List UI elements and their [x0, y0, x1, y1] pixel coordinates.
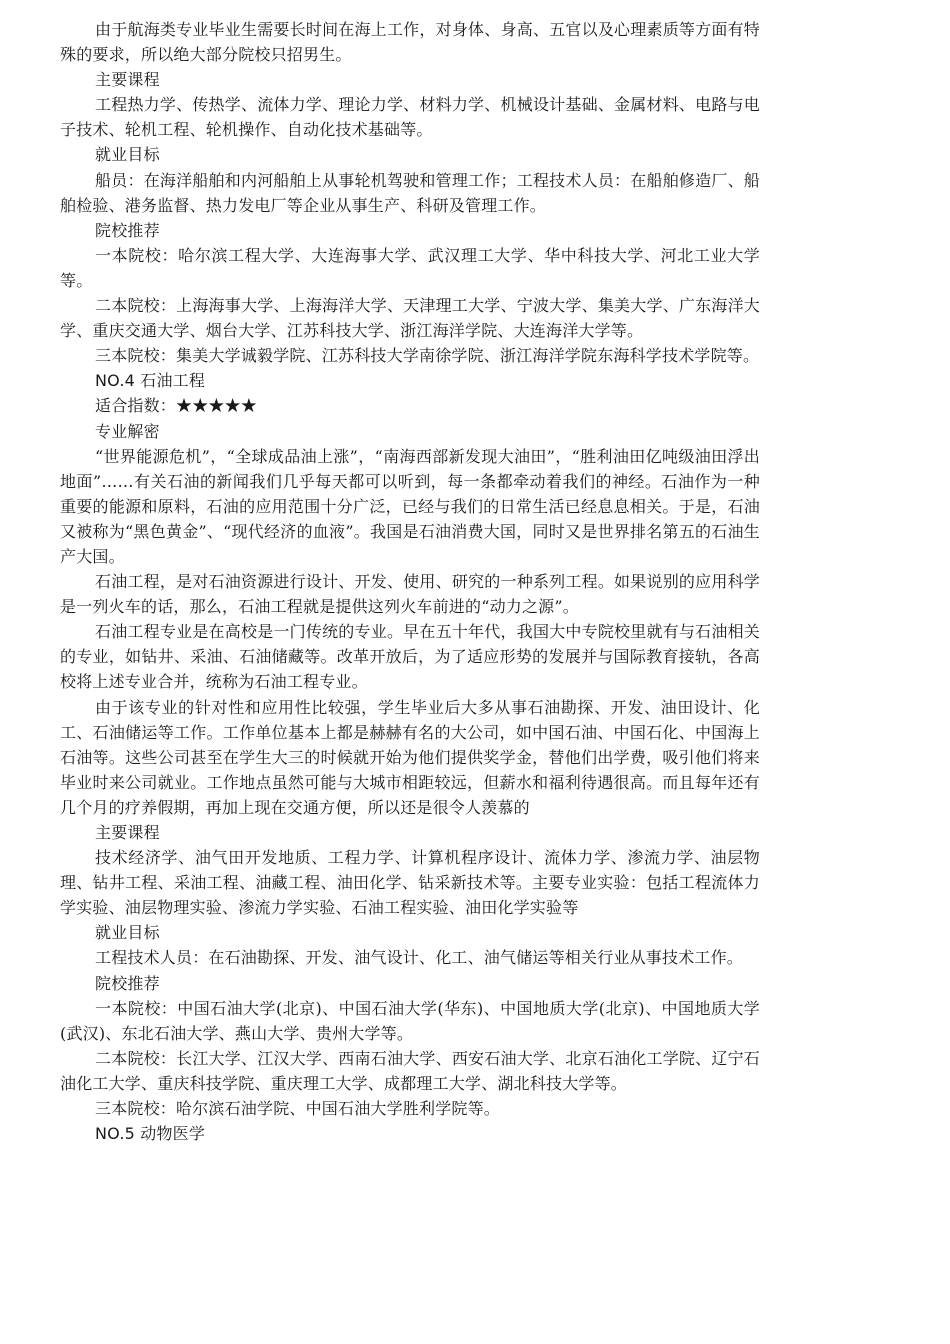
section-number: NO.4 [95, 371, 135, 391]
paragraph-employment: 船员：在海洋船舶和内河船舶上从事轮机驾驶和管理工作；工程技术人员：在船舶修造厂、船舶检验、港务监督、热力发电厂等企业从事生产、科研及管理工作。 [60, 170, 760, 215]
paragraph-tier1-schools: 一本院校：哈尔滨工程大学、大连海事大学、武汉理工大学、华中科技大学、河北工业大学等。 [60, 245, 760, 290]
fit-index-stars: ★★★★★ [176, 396, 258, 416]
paragraph-tier1-schools-2: 一本院校：中国石油大学(北京)、中国石油大学(华东)、中国地质大学(北京)、中国地质大学(武汉)、东北石油大学、燕山大学、贵州大学等。 [60, 998, 760, 1043]
paragraph-analysis-4: 由于该专业的针对性和应用性比较强，学生毕业后大多从事石油勘探、开发、油田设计、化工、石油储运等工作。工作单位基本上都是赫赫有名的大公司，如中国石油、中国石化、中国海上石油等。这些公司甚至在学生大三的时候就开始为他们提供奖学金，替他们出学费，吸引他们将来毕业时来公司就业。工作地点虽然可能与大城市相距较远，但薪水和福利待遇很高。而且每年还有几个月的疗养假期，再加上现在交通方便，所以还是很令人羡慕的 [60, 697, 760, 817]
heading-school-recommendation-2: 院校推荐 [95, 973, 160, 993]
section-heading-no4 [60, 368, 760, 393]
paragraph-analysis-2: 石油工程，是对石油资源进行设计、开发、使用、研究的一种系列工程。如果说别的应用科学是一列火车的话，那么，石油工程就是提供这列火车前进的“动力之源”。 [60, 572, 760, 617]
paragraph-intro: 由于航海类专业毕业生需要长时间在海上工作，对身体、身高、五官以及心理素质等方面有特殊的要求，所以绝大部分院校只招男生。 [60, 20, 760, 65]
heading-employment-2: 就业目标 [95, 923, 160, 943]
paragraph-tier3-schools-2: 三本院校：哈尔滨石油学院、中国石油大学胜利学院等。 [95, 1099, 501, 1119]
section-title: 动物医学 [140, 1124, 206, 1144]
heading-employment: 就业目标 [95, 145, 160, 165]
section-number: NO.5 [95, 1124, 135, 1144]
paragraph-tier3-schools: 三本院校：集美大学诚毅学院、江苏科技大学南徐学院、浙江海洋学院东海科学技术学院等。 [95, 346, 760, 366]
heading-main-courses: 主要课程 [95, 70, 160, 90]
paragraph-analysis-1: “世界能源危机”，“全球成品油上涨”，“南海西部新发现大油田”，“胜利油田亿吨级油田浮出地面”……有关石油的新闻我们几乎每天都可以听到，每一条都牵动着我们的神经。石油作为一种重要的能源和原料，石油的应用范围十分广泛，已经与我们的日常生活已经息息相关。于是，石油又被称为“黑色黄金”、“现代经济的血液”。我国是石油消费大国，同时又是世界排名第五的石油生产大国。 [60, 446, 760, 566]
fit-index-label: 适合指数： [95, 396, 177, 416]
paragraph-main-courses: 工程热力学、传热学、流体力学、理论力学、材料力学、机械设计基础、金属材料、电路与电子技术、轮机工程、轮机操作、自动化技术基础等。 [60, 95, 760, 140]
paragraph-tier2-schools-2: 二本院校：长江大学、江汉大学、西南石油大学、西安石油大学、北京石油化工学院、辽宁石油化工大学、重庆科技学院、重庆理工大学、成都理工大学、湖北科技大学等。 [60, 1048, 760, 1093]
paragraph-main-courses-2: 技术经济学、油气田开发地质、工程力学、计算机程序设计、流体力学、渗流力学、油层物理、钻井工程、采油工程、油藏工程、油田化学、钻采新技术等。主要专业实验：包括工程流体力学实验、油层物理实验、渗流力学实验、石油工程实验、油田化学实验等 [60, 848, 760, 918]
section-title: 石油工程 [140, 371, 206, 391]
heading-major-analysis: 专业解密 [95, 421, 160, 441]
section-heading-no5 [60, 1121, 760, 1146]
fit-index [60, 393, 760, 418]
paragraph-employment-2: 工程技术人员：在石油勘探、开发、油气设计、化工、油气储运等相关行业从事技术工作。 [95, 948, 744, 968]
paragraph-tier2-schools: 二本院校：上海海事大学、上海海洋大学、天津理工大学、宁波大学、集美大学、广东海洋大学、重庆交通大学、烟台大学、江苏科技大学、浙江海洋学院、大连海洋大学等。 [60, 296, 760, 341]
document-page [60, 17, 760, 1146]
heading-main-courses-2: 主要课程 [95, 823, 160, 842]
heading-school-recommendation: 院校推荐 [95, 220, 160, 240]
paragraph-analysis-3: 石油工程专业是在高校是一门传统的专业。早在五十年代，我国大中专院校里就有与石油相关的专业，如钻井、采油、石油储藏等。改革开放后，为了适应形势的发展并与国际教育接轨，各高校将上述专业合并，统称为石油工程专业。 [60, 622, 760, 692]
